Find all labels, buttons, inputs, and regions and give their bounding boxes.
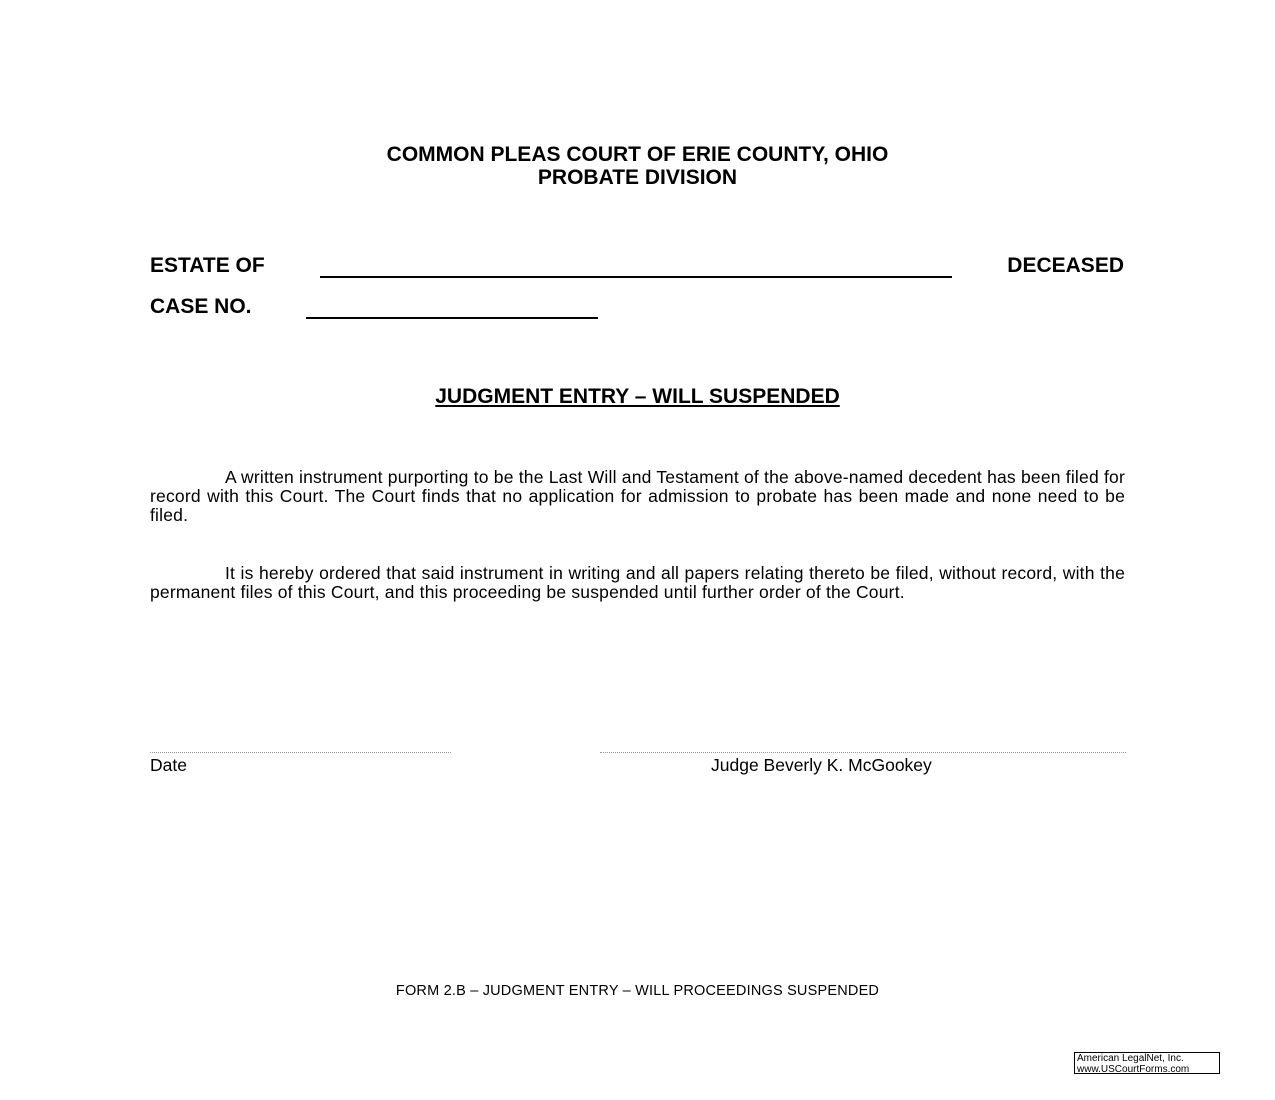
stamp-line-1: American LegalNet, Inc. (1077, 1053, 1184, 1064)
date-label: Date (150, 755, 187, 775)
date-signature-line[interactable] (150, 752, 451, 753)
case-row (150, 295, 650, 323)
court-name: COMMON PLEAS COURT OF ERIE COUNTY, OHIO (386, 143, 889, 166)
document-title: JUDGMENT ENTRY – WILL SUSPENDED (435, 385, 840, 408)
body-paragraph-1: A written instrument purporting to be the Last Will and Testament of the above-named decedent has been filed for record with this Court. The Court finds that no application for admission to probate has been made and none need to be filed. (150, 467, 1125, 525)
estate-of-label: ESTATE OF (150, 254, 265, 277)
case-number-field[interactable] (306, 317, 598, 319)
estate-row (150, 254, 1125, 282)
deceased-label: DECEASED (1007, 254, 1124, 277)
body-paragraph-2: It is hereby ordered that said instrument in writing and all papers relating thereto be filed, without record, with the permanent files of this Court, and this proceeding be suspended until further order of the Court. (150, 563, 1125, 602)
court-header (150, 143, 1125, 189)
publisher-stamp (1074, 1052, 1220, 1074)
judge-signature-line[interactable] (600, 752, 1126, 753)
stamp-line-2: www.USCourtForms.com (1077, 1064, 1190, 1075)
form-footer-label: FORM 2.B – JUDGMENT ENTRY – WILL PROCEEDINGS SUSPENDED (395, 983, 880, 999)
estate-name-field[interactable] (320, 276, 952, 278)
judge-name-label: Judge Beverly K. McGookey (711, 755, 932, 775)
division-name: PROBATE DIVISION (537, 166, 738, 189)
case-no-label: CASE NO. (150, 295, 252, 318)
